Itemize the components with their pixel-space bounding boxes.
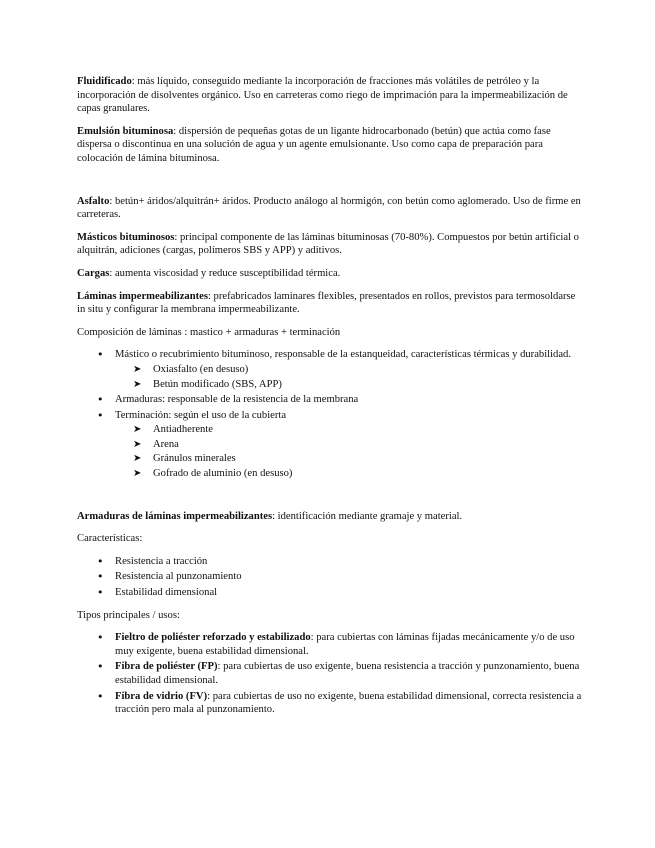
- paragraph-composicion: Composición de láminas : mastico + armaduras + terminación: [77, 326, 341, 338]
- paragraph-cargas: [77, 267, 582, 281]
- list-item-text: Terminación: según el uso de la cubierta: [115, 409, 287, 421]
- definition-text: : dispersión de pequeñas gotas de un ligante hidrocarbonado (betún) que actúa como fase dispersa o discontinua en una solución de agua y un agente emulsionante. Uso como capa de preparación para colocación de lámina bituminosa.: [77, 125, 551, 164]
- list-item: [77, 348, 582, 391]
- list-item-text: Armaduras: responsable de la resistencia de la membrana: [115, 394, 359, 406]
- sub-list: [115, 363, 582, 391]
- paragraph-emulsion: [77, 125, 582, 166]
- sub-list-item: ➤ Antiadherente: [115, 423, 582, 437]
- list-item: [77, 690, 582, 717]
- sub-list-item: ➤ Oxiasfalto (en desuso): [115, 363, 582, 377]
- spacer: [77, 490, 582, 510]
- document-body: [77, 75, 582, 726]
- sub-list-item: ➤ Gofrado de aluminio (en desuso): [115, 467, 582, 481]
- definition-text: : más líquido, conseguido mediante la incorporación de fracciones más volátiles de petróleo y la incorporación de disolventes orgánico. Uso en carreteras como riego de imprimación para la impermeabilización de capas granulares.: [77, 76, 568, 115]
- caracteristicas-list: [77, 555, 582, 600]
- term-fieltro: Fieltro de poliéster reforzado y estabilizado: [115, 632, 311, 644]
- paragraph-fluidificado: [77, 75, 582, 116]
- sub-list-item: ➤ Gránulos minerales: [115, 452, 582, 466]
- term-armaduras: Armaduras de láminas impermeabilizantes: [77, 510, 273, 522]
- term-fibra-poliester: Fibra de poliéster (FP): [115, 661, 218, 673]
- tipos-list: [77, 631, 582, 717]
- term-asfalto: Asfalto: [77, 195, 110, 207]
- paragraph-armaduras: [77, 510, 582, 524]
- sub-list-item: ➤ Betún modificado (SBS, APP): [115, 378, 582, 392]
- spacer: [77, 175, 582, 195]
- paragraph-laminas: [77, 290, 582, 317]
- definition-text: : aumenta viscosidad y reduce susceptibilidad térmica.: [109, 267, 341, 279]
- paragraph-asfalto: [77, 195, 582, 222]
- definition-text: : betún+ áridos/alquitrán+ áridos. Producto análogo al hormigón, con betún como aglomerado. Uso de firme en carreteras.: [77, 195, 581, 221]
- list-item: • Resistencia a tracción: [77, 555, 582, 569]
- definition-text: : para cubiertas con láminas fijadas mecánicamente y/o de uso muy exigente, buena estabilidad dimensional.: [115, 632, 575, 657]
- term-emulsion: Emulsión bituminosa: [77, 125, 174, 137]
- definition-text: : para cubiertas de uso exigente, buena resistencia a tracción y punzonamiento, buena estabilidad dimensional.: [115, 661, 580, 686]
- caracteristicas-label: Características:: [77, 533, 143, 545]
- list-item: [77, 393, 582, 407]
- list-item: [77, 409, 582, 481]
- term-cargas: Cargas: [77, 267, 110, 279]
- term-fluidificado: Fluidificado: [77, 76, 132, 87]
- sub-list-item: ➤ Arena: [115, 438, 582, 452]
- list-item: [77, 631, 582, 658]
- term-laminas: Láminas impermeabilizantes: [77, 290, 208, 302]
- list-item: • Resistencia al punzonamiento: [77, 570, 582, 584]
- list-item: [77, 660, 582, 687]
- definition-text: : principal componente de las láminas bituminosas (70-80%). Compuestos por betún artificial o alquitrán, adiciones (cargas, polímeros SBS y APP) y aditivos.: [77, 231, 579, 257]
- term-fibra-vidrio: Fibra de vidrio (FV): [115, 690, 208, 702]
- definition-text: : prefabricados laminares flexibles, presentados en rollos, previstos para termosoldarse in situ y configurar la membrana impermeabilizante.: [77, 290, 576, 316]
- tipos-label: Tipos principales / usos:: [77, 609, 180, 621]
- definition-text: : identificación mediante gramaje y material.: [272, 510, 463, 522]
- term-masticos: Másticos bituminosos: [77, 231, 175, 243]
- paragraph-masticos: [77, 231, 582, 258]
- composicion-list: [77, 348, 582, 480]
- definition-text: : para cubiertas de uso no exigente, buena estabilidad dimensional, correcta resistencia a tracción pero mala al punzonamiento.: [115, 690, 582, 716]
- list-item-text: Mástico o recubrimiento bituminoso, responsable de la estanqueidad, características térmicas y durabilidad.: [115, 349, 571, 361]
- sub-list: [115, 423, 582, 480]
- list-item: • Estabilidad dimensional: [77, 586, 582, 600]
